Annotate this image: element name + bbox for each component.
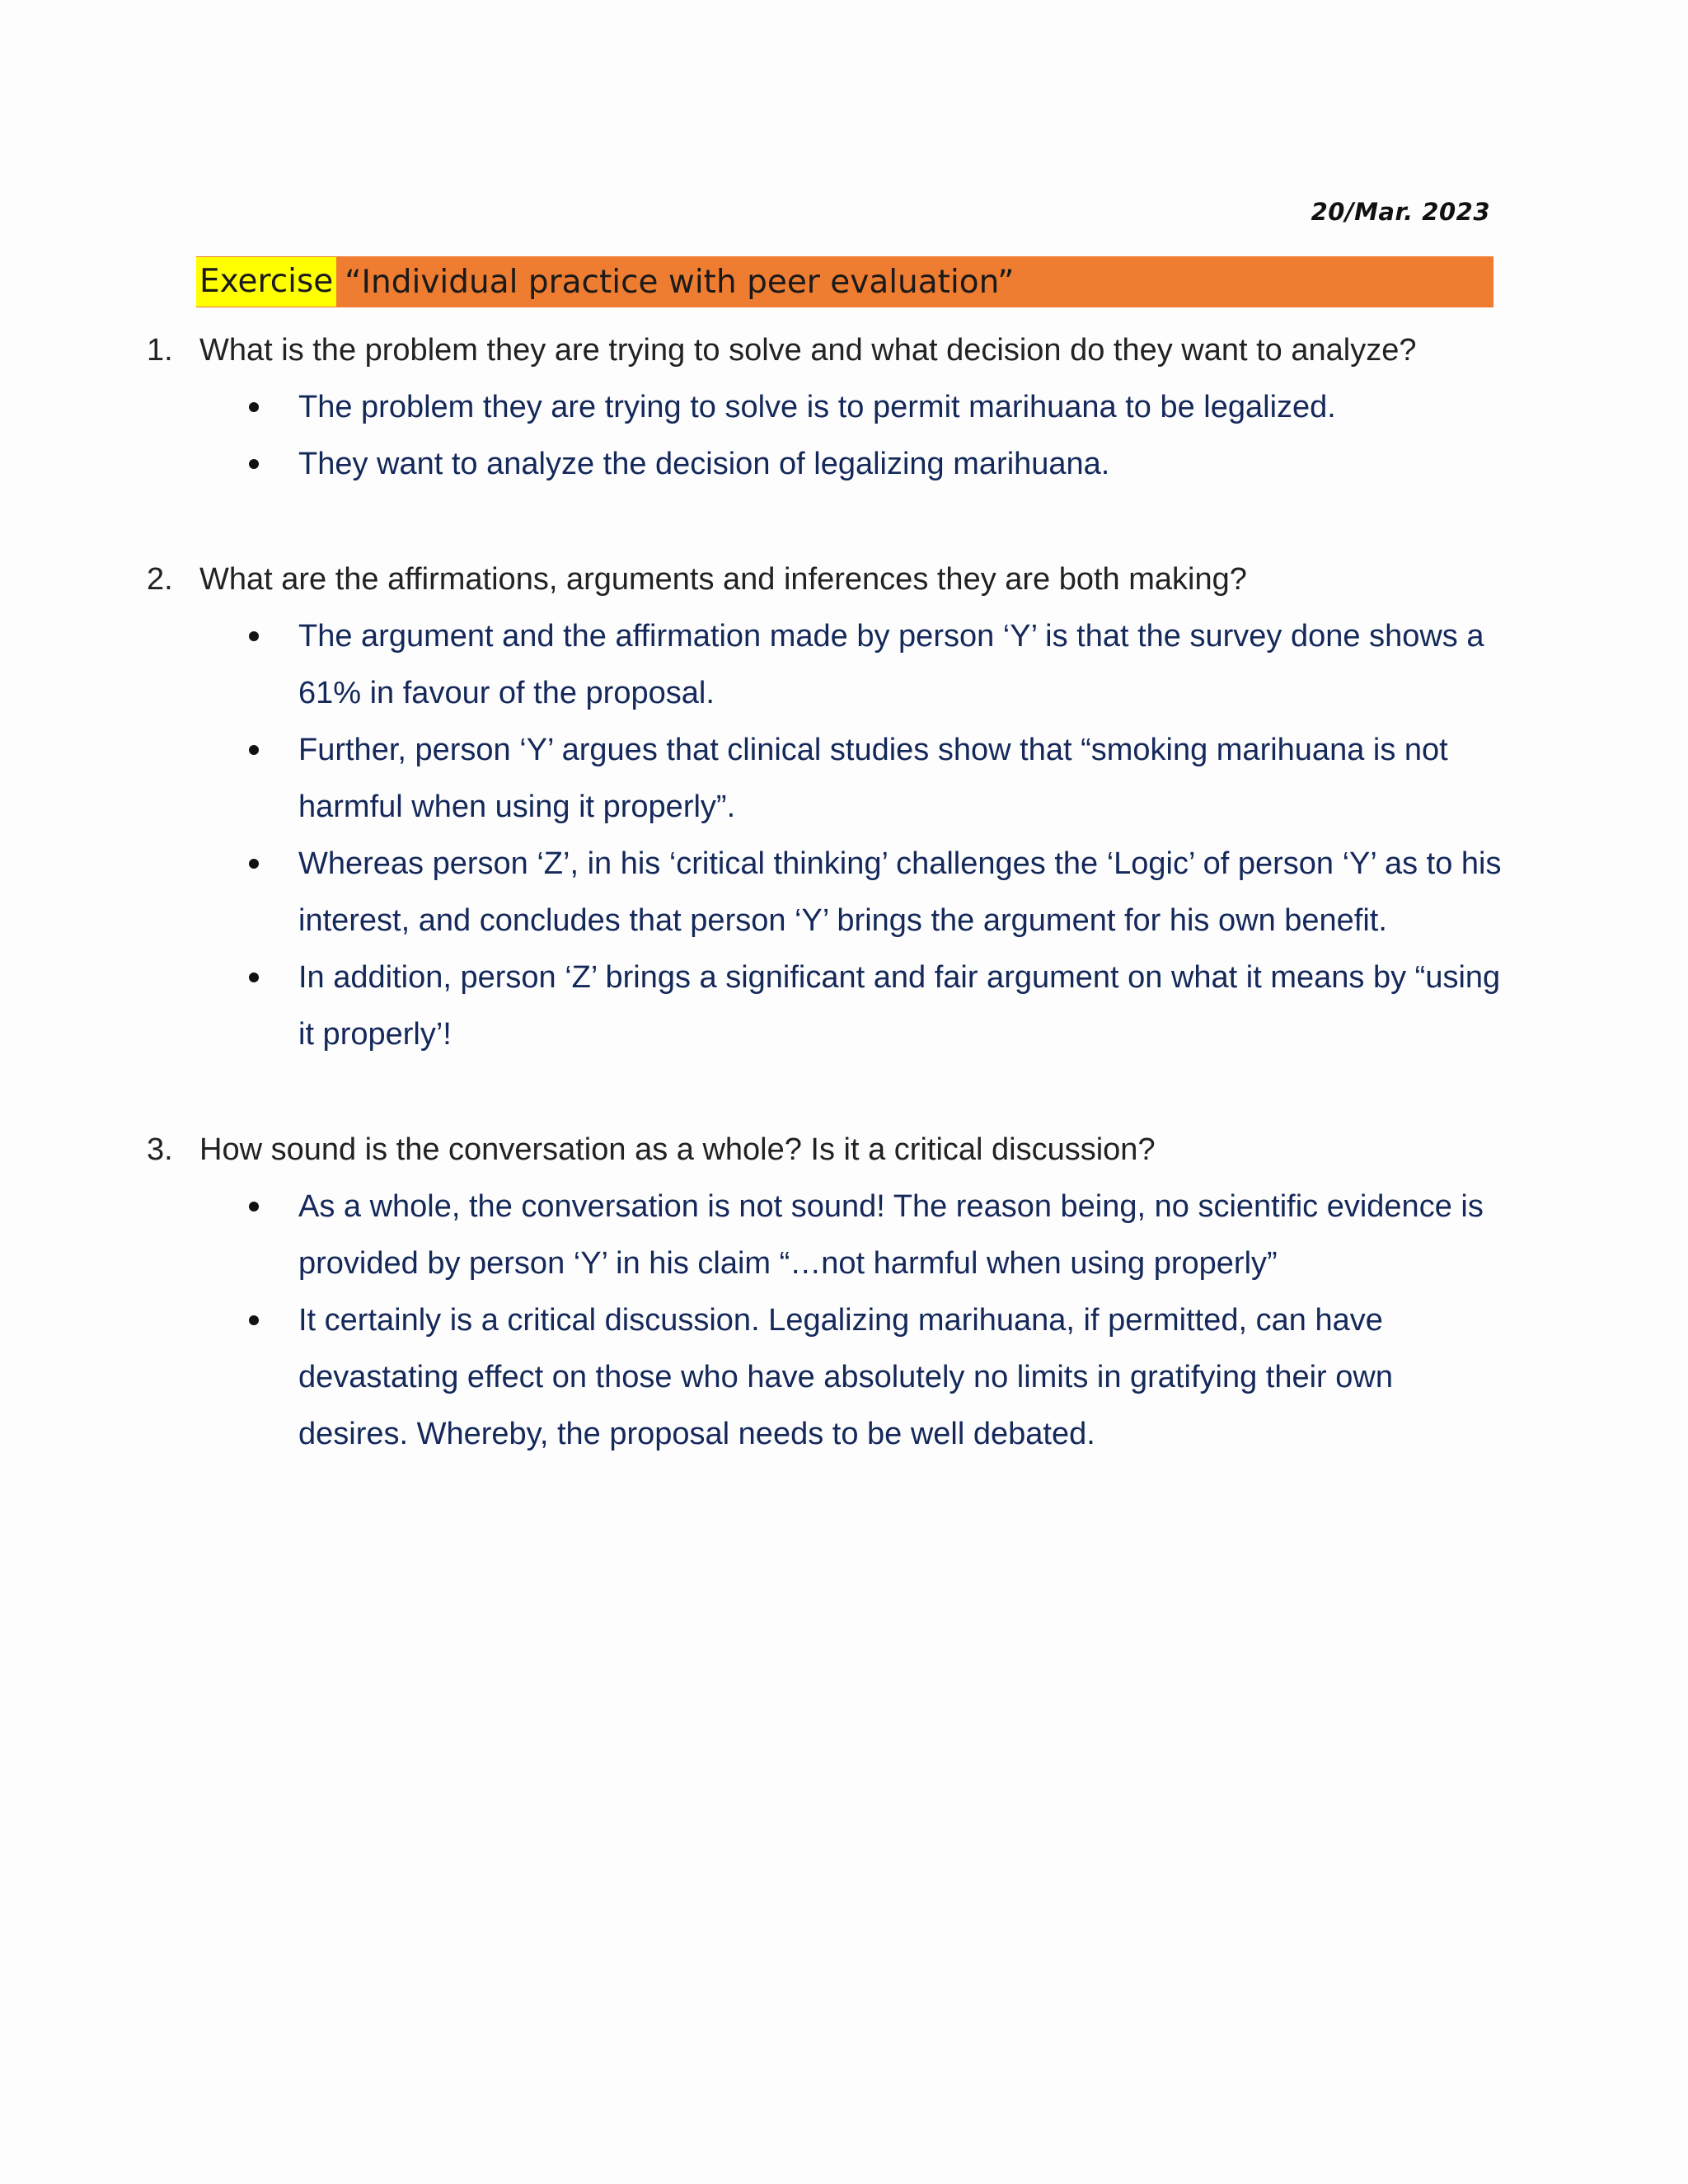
answer-item [147, 436, 1507, 493]
bullet-icon [249, 972, 259, 982]
answer-text: The argument and the affirmation made by person ‘Y’ is that the survey done shows a 61% in favour of the proposal. [298, 619, 1484, 710]
answer-list-3 [147, 1179, 1507, 1463]
bullet-icon [249, 631, 259, 641]
answer-item [147, 722, 1507, 836]
question-number: 3. [147, 1132, 173, 1167]
section-spacer [147, 1063, 1507, 1121]
section-spacer [147, 493, 1507, 551]
question-text: What are the affirmations, arguments and inferences they are both making? [199, 562, 1247, 597]
answer-text: They want to analyze the decision of legalizing marihuana. [298, 447, 1110, 481]
answer-list-1 [147, 379, 1507, 493]
bullet-icon [249, 402, 259, 412]
answer-item [147, 1292, 1507, 1463]
answer-list-2 [147, 608, 1507, 1063]
answer-text: It certainly is a critical discussion. Legalizing marihuana, if permitted, can have devastating effect on those who have absolutely no limits in gratifying their own desires. Whereby, the proposal needs to be well debated. [298, 1303, 1393, 1451]
answer-item [147, 836, 1507, 949]
answer-text: In addition, person ‘Z’ brings a significant and fair argument on what it means by “using it properly’! [298, 960, 1501, 1052]
answer-text: Whereas person ‘Z’, in his ‘critical thinking’ challenges the ‘Logic’ of person ‘Y’ as to his interest, and concludes that person ‘Y’ brings the argument for his own benefit. [298, 846, 1502, 938]
document-date: 20/Mar. 2023 [1311, 198, 1490, 226]
question-text: How sound is the conversation as a whole? Is it a critical discussion? [199, 1132, 1156, 1167]
exercise-title: “Individual practice with peer evaluation” [345, 263, 1015, 301]
question-number: 2. [147, 562, 173, 597]
bullet-icon [249, 459, 259, 469]
question-2 [147, 551, 1507, 608]
question-3 [147, 1121, 1507, 1179]
answer-item [147, 949, 1507, 1063]
answer-text: As a whole, the conversation is not sound! The reason being, no scientific evidence is provided by person ‘Y’ in his claim “…not harmful when using properly” [298, 1189, 1484, 1281]
question-text: What is the problem they are trying to solve and what decision do they want to analyze? [199, 333, 1417, 368]
exercise-banner [196, 256, 1493, 307]
exercise-label: Exercise [196, 257, 336, 307]
bullet-icon [249, 1202, 259, 1212]
bullet-icon [249, 859, 259, 869]
bullet-icon [249, 745, 259, 755]
answer-text: The problem they are trying to solve is to permit marihuana to be legalized. [298, 390, 1336, 424]
answer-text: Further, person ‘Y’ argues that clinical studies show that “smoking marihuana is not harmful when using it properly”. [298, 733, 1448, 824]
bullet-icon [249, 1315, 259, 1325]
question-number: 1. [147, 333, 173, 368]
answer-item [147, 1179, 1507, 1292]
answer-item [147, 608, 1507, 722]
question-list [147, 321, 1507, 1463]
answer-item [147, 379, 1507, 436]
question-1 [147, 321, 1507, 379]
